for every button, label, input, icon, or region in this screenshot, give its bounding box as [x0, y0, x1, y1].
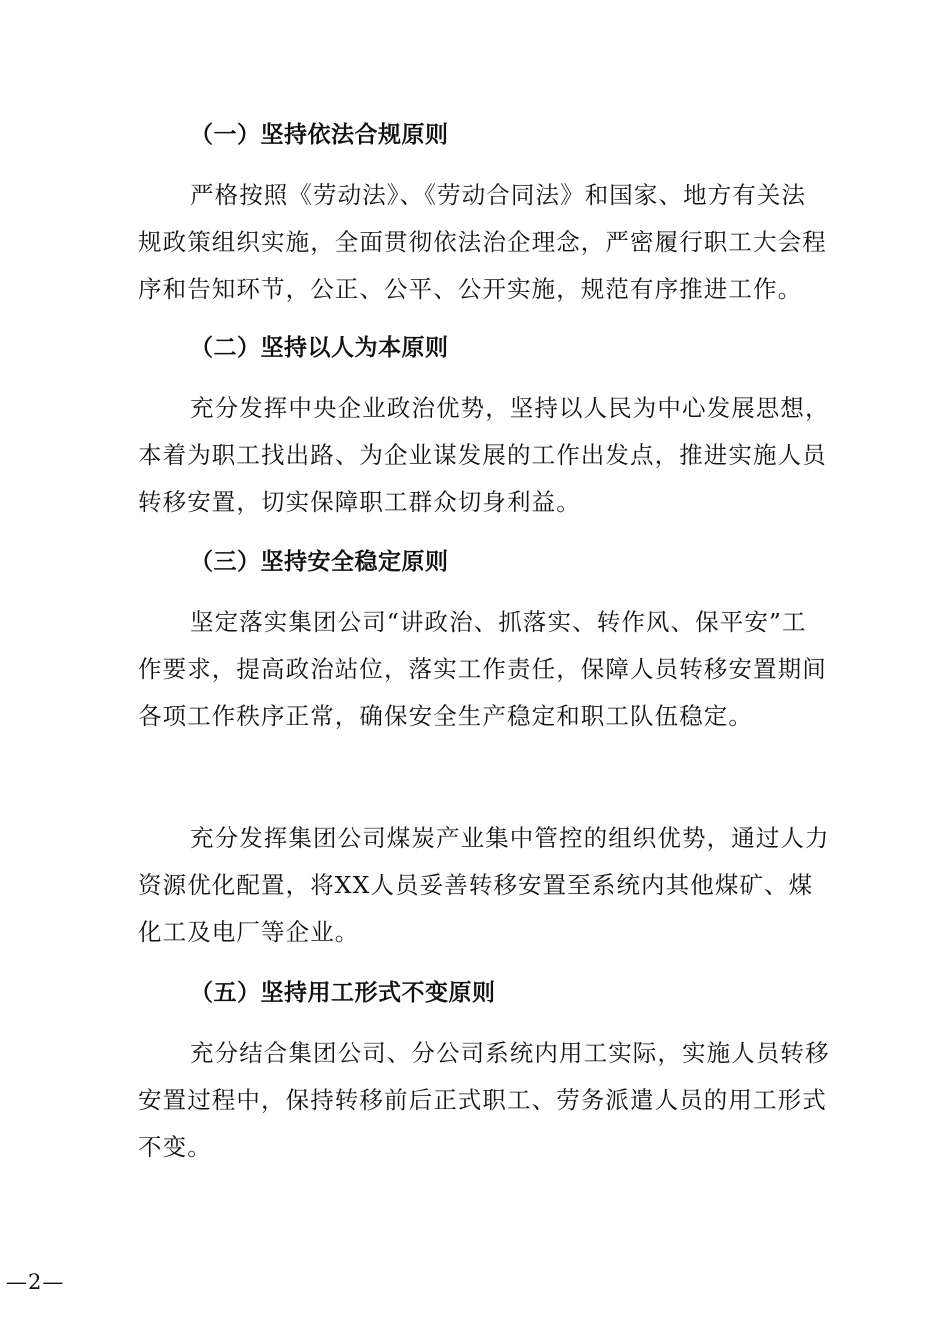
- section-3-line-3: 各项工作秩序正常，确保安全生产稳定和职工队伍稳定。: [138, 702, 753, 730]
- section-4-line-3: 化工及电厂等企业。: [138, 918, 360, 946]
- section-1-line-3: 序和告知环节，公正、公平、公开实施，规范有序推进工作。: [138, 275, 803, 303]
- section-heading-5: （五）坚持用工形式不变原则: [190, 980, 496, 1006]
- section-1-line-1: 严格按照《劳动法》、《劳动合同法》和国家、地方有关法: [190, 181, 807, 209]
- section-5-line-3: 不变。: [138, 1133, 212, 1161]
- section-3-line-1: 坚定落实集团公司“讲政治、抓落实、转作风、保平安”工: [190, 608, 807, 636]
- section-5-line-2: 安置过程中，保持转移前后正式职工、劳务派遣人员的用工形式: [138, 1086, 827, 1114]
- section-4-line-2: 资源优化配置，将XX人员妥善转移安置至系统内其他煤矿、煤: [138, 871, 814, 899]
- page-number: —2—: [6, 1270, 65, 1294]
- section-heading-2: （二）坚持以人为本原则: [190, 335, 449, 361]
- section-5-line-1: 充分结合集团公司、分公司系统内用工实际，实施人员转移: [190, 1039, 830, 1067]
- section-3-line-2: 作要求，提高政治站位，落实工作责任，保障人员转移安置期间: [138, 655, 827, 683]
- section-4-line-1: 充分发挥集团公司煤炭产业集中管控的组织优势，通过人力: [190, 824, 830, 852]
- section-1-line-2: 规政策组织实施，全面贯彻依法治企理念，严密履行职工大会程: [138, 228, 827, 256]
- section-heading-3: （三）坚持安全稳定原则: [190, 549, 449, 575]
- section-heading-1: （一）坚持依法合规原则: [190, 122, 449, 148]
- section-2-line-2: 本着为职工找出路、为企业谋发展的工作出发点，推进实施人员: [138, 441, 827, 469]
- section-2-line-3: 转移安置，切实保障职工群众切身利益。: [138, 488, 581, 516]
- section-2-line-1: 充分发挥中央企业政治优势，坚持以人民为中心发展思想，: [190, 394, 830, 422]
